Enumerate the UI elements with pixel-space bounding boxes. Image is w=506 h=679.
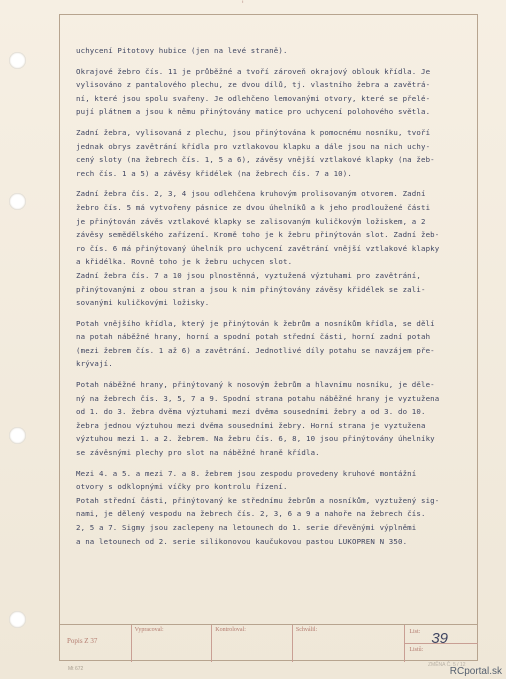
top-mark: ': [240, 0, 246, 10]
print-code: Mt 672: [68, 666, 84, 672]
paragraph: Potah náběžné hrany, přinýtovaný k nosovým žebrům a hlavnímu nosníku, je děle- ný na žebrech čís. 3, 5, 7 a 9. Spodní strana potahu náběžné hrany je vyztužena od 1. do 3. žebra dvěma výztuhami mezi dvěma sousedními žebry a od 3. do 10. žebra jednou výztuhou mezi dvěma sousedními žebry. Horní strana je vyztužena výztuhou mezi 1. a 2. žebrem. Na žebru čís. 6, 8, 10 jsou přinýtovány úhelníky se závěsnými plechy pro slot na náběžné hraně křídla.: [76, 380, 440, 458]
listu-label: Listů:: [409, 647, 424, 653]
title-block: [59, 624, 478, 662]
paragraph: Okrajové žebro čís. 11 je průběžné a tvoří zároveň okrajový oblouk křídla. Je vylisováno z pantalového plechu, ze dvou dílů, tj. vlastního žebra a zavětrá- ní, které jsou spolu svařeny. Je odlehčeno lemovanými otvory, které se přelé- pují plátnem a jsou k němu přinýtovány matice pro uchycení polohového světla.: [76, 66, 431, 117]
vypracoval-cell: [132, 625, 213, 662]
punch-hole: [9, 193, 26, 210]
popis-cell: [59, 625, 132, 662]
paragraph: Mezi 4. a 5. a mezi 7. a 8. žebrem jsou zespodu provedeny kruhové montážní otvory s odklopnými víčky pro kontrolu řízení. Potah střední části, přinýtovaný ke střednímu žebrům a nosníkům, vyztužený sig- nami, je dělený vespodu na žebrech čís. 2, 3, 6 a 9 a nahoře na žebrech čís. 2, 5 a 7. Sigmy jsou zaclepeny na letounech do 1. serie dřevěnými výplněmi a na letounech od 2. serie silikonovou kaučukovou pastou LUKOPREN N 350.: [76, 468, 440, 546]
paragraph: Zadní žebra, vylisovaná z plechu, jsou přinýtována k pomocnému nosníku, tvoří jednak obrys zavětrání křídla pro vztlakovou klapku a dále jsou na nich uchy- cený sloty (na žebrech čís. 1, 5 a 6), závěsy vnější vztlakové klapky (na žeb- rech čís. 1 a 5) a závěsy křidélek (na žebrech čís. 7 a 10).: [76, 127, 435, 178]
body-text: [76, 44, 468, 555]
faint-stamp: ZMĚNA Č. 5 / 12: [428, 662, 466, 668]
kontroloval-label: Kontroloval:: [215, 627, 246, 633]
list-cell: [405, 625, 478, 662]
popis-label: Popis Z 37: [67, 637, 98, 645]
vypracoval-label: Vypracoval:: [134, 627, 164, 633]
punch-hole: [9, 52, 26, 69]
list-label: List:: [409, 629, 421, 635]
schvalil-label: Schválil:: [295, 627, 318, 633]
paragraph: Potah vnějšího křídla, který je přinýtován k žebrům a nosníkům křídla, se dělí na potah náběžné hrany, horní a spodní potah střední části, horní zadní potah (mezi žebrem čís. 1 až 6) a zavětrání. Jednotlivé díly potahu se navzájem pře- krývají.: [76, 318, 435, 369]
kontroloval-cell: [212, 625, 293, 662]
divider: [405, 643, 478, 644]
punch-hole: [9, 427, 26, 444]
paragraph: Zadní žebra čís. 2, 3, 4 jsou odlehčena kruhovým prolisovaným otvorem. Zadní žebro čís. 5 má vytvořeny pásnice ze dvou úhelníků a k jeho prodloužené části je přinýtován závěs vztlakové klapky se zalisovaným kuličkovým ložiskem, a 2 závěsy semědělského zařízení. Kromě toho je k žebru přinýtován slot. Zadní žeb- ro čís. 6 má přinýtovaný úhelník pro uchycení zavětrání vnější vztlakové klapky a křidélka. Rovně toho je k žebru uchycen slot. Zadní žebra čís. 7 a 10 jsou plnostěnná, vyztužená výztuhami pro zavětrání, přinýtovanými z obou stran a jsou k nim přinýtovány závěsy křidélek se zali- sovanými kuličkovými ložisky.: [76, 189, 440, 308]
schvalil-cell: [293, 625, 405, 662]
paragraph: uchycení Pitotovy hubice (jen na levé straně).: [76, 46, 288, 55]
watermark: RCportal.sk: [449, 666, 502, 677]
page-number: 39: [431, 630, 449, 647]
punch-hole: [9, 611, 26, 628]
